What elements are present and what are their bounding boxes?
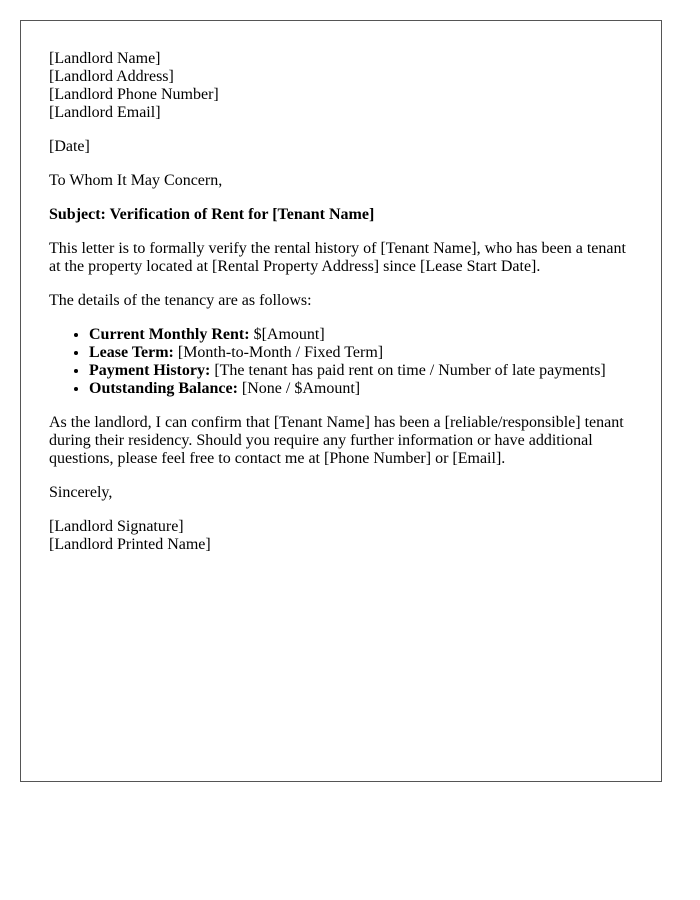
- landlord-signature: [Landlord Signature]: [49, 518, 184, 535]
- landlord-printed-name: [Landlord Printed Name]: [49, 536, 211, 553]
- salutation: To Whom It May Concern,: [49, 172, 223, 189]
- detail-item-outstanding-balance: [89, 380, 639, 398]
- confirmation-paragraph: As the landlord, I can confirm that [Tenant Name] has been a [reliable/responsible] tenant during their residency. Should you require any further information or have additional questions, please feel free to contact me at [Phone Number] or [Email].: [49, 414, 624, 467]
- sender-block: [49, 50, 639, 122]
- detail-label: Current Monthly Rent:: [89, 326, 250, 343]
- tenancy-details-list: [49, 326, 639, 398]
- detail-value: [None / $Amount]: [237, 380, 361, 397]
- detail-label: Payment History:: [89, 362, 211, 379]
- detail-label: Outstanding Balance:: [89, 380, 238, 397]
- intro-paragraph: This letter is to formally verify the rental history of [Tenant Name], who has been a tenant at the property located at [Rental Property Address] since [Lease Start Date].: [49, 240, 626, 275]
- detail-value: $[Amount]: [249, 326, 325, 343]
- detail-item-payment-history: [89, 362, 639, 380]
- details-intro: The details of the tenancy are as follows:: [49, 292, 312, 309]
- detail-value: [The tenant has paid rent on time / Number of late payments]: [210, 362, 606, 379]
- detail-item-monthly-rent: [89, 326, 639, 344]
- detail-value: [Month-to-Month / Fixed Term]: [173, 344, 384, 361]
- sender-email: [Landlord Email]: [49, 104, 161, 121]
- letter-body: [49, 50, 639, 570]
- sender-phone: [Landlord Phone Number]: [49, 86, 219, 103]
- signature-block: [49, 518, 639, 554]
- subject-line: Subject: Verification of Rent for [Tenant Name]: [49, 206, 375, 223]
- sender-address: [Landlord Address]: [49, 68, 174, 85]
- letter-date: [Date]: [49, 138, 90, 155]
- detail-label: Lease Term:: [89, 344, 174, 361]
- closing: Sincerely,: [49, 484, 113, 501]
- sender-name: [Landlord Name]: [49, 50, 161, 67]
- detail-item-lease-term: [89, 344, 639, 362]
- letter-page: [20, 20, 662, 782]
